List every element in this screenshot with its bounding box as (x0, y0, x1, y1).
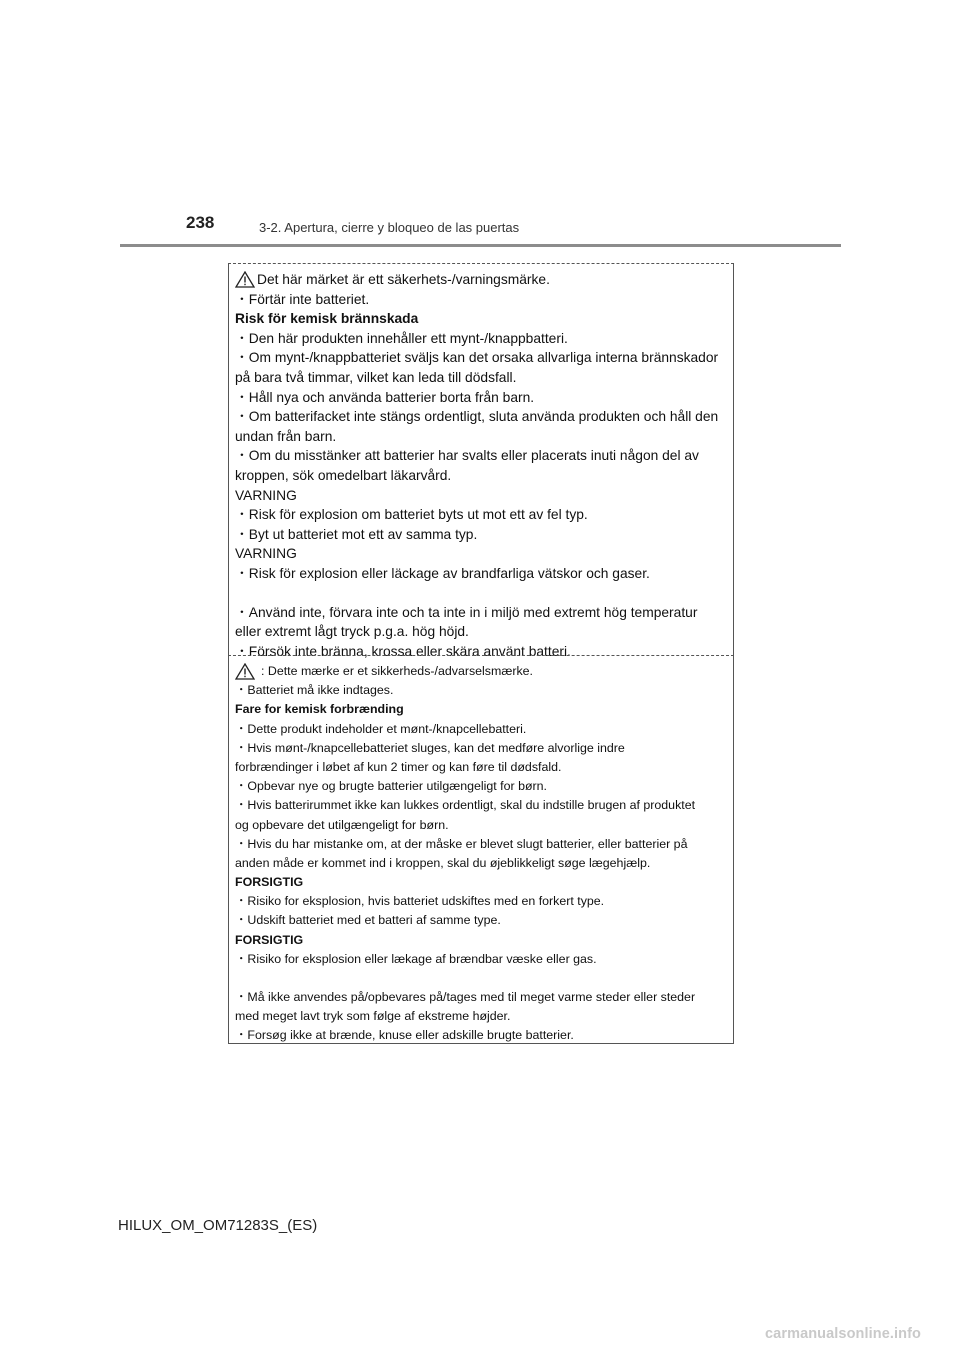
label-line (235, 270, 723, 290)
label-line: ・Risiko for eksplosion, hvis batteriet udskiftes med en forkert type. (235, 894, 605, 909)
label-heading: Fare for kemisk forbrænding (235, 702, 404, 717)
line-spacer (235, 584, 723, 603)
label-line: ・Om batterifacket inte stängs ordentligt, sluta använda produkten och håll den (235, 409, 719, 425)
label-heading: FORSIGTIG (235, 932, 304, 947)
label-line: ・Hvis batterirummet ikke kan lukkes ordentligt, skal du indstille brugen af produktet (235, 798, 696, 813)
warning-triangle-icon (235, 271, 255, 288)
label-line (235, 662, 723, 681)
label-line: ・Risk för explosion om batteriet byts ut mot ett av fel typ. (235, 507, 588, 523)
label-line: ・Udskift batteriet med et batteri af samme type. (235, 913, 501, 928)
label-line: undan från barn. (235, 428, 337, 444)
label-line: ・Risk för explosion eller läckage av brandfarliga vätskor och gaser. (235, 565, 650, 581)
label-line: ・Hvis mønt-/knapcellebatteriet sluges, kan det medføre alvorlige indre (235, 740, 625, 755)
label-line: ・Förtär inte batteriet. (235, 291, 370, 307)
label-line: forbrændinger i løbet af kun 2 timer og kan føre til dødsfald. (235, 759, 562, 774)
label-line: ・Om du misstänker att batterier har svalts eller placerats inuti någon del av (235, 448, 699, 464)
label-text: Det här märket är ett säkerhets-/varningsmärke. (257, 272, 550, 287)
warning-label-danish (228, 655, 734, 1044)
label-line: med meget lavt tryk som følge af ekstreme højder. (235, 1009, 511, 1024)
label-line: ・Byt ut batteriet mot ett av samma typ. (235, 526, 478, 542)
header-rule (120, 244, 841, 247)
label-heading: VARNING (235, 487, 297, 503)
warning-triangle-icon (235, 663, 255, 680)
label-line: på bara två timmar, vilket kan leda till dödsfall. (235, 369, 517, 385)
page-number: 238 (186, 213, 215, 232)
label-line: eller extremt lågt tryck p.g.a. hög höjd. (235, 624, 469, 640)
label-line: anden måde er kommet ind i kroppen, skal du øjeblikkeligt søge lægehjælp. (235, 855, 651, 870)
label-line: ・Håll nya och använda batterier borta från barn. (235, 389, 535, 405)
warning-label-swedish (228, 263, 734, 659)
label-line: ・Hvis du har mistanke om, at der måske er blevet slugt batterier, eller batterier på (235, 836, 688, 851)
label-heading: FORSIGTIG (235, 875, 304, 890)
manual-code: HILUX_OM_OM71283S_(ES) (118, 1217, 318, 1234)
label-line: ・Opbevar nye og brugte batterier utilgængeligt for børn. (235, 779, 547, 794)
label-text: : Dette mærke er et sikkerheds-/advarselsmærke. (261, 664, 533, 678)
line-spacer (235, 969, 723, 988)
label-heading: Risk för kemisk brännskada (235, 311, 419, 327)
label-line: ・Den här produkten innehåller ett mynt-/knappbatteri. (235, 330, 568, 346)
label-line: ・Om mynt-/knappbatteriet sväljs kan det orsaka allvarliga interna brännskador (235, 350, 719, 366)
label-line: og opbevare det utilgængeligt for børn. (235, 817, 449, 832)
label-line: ・Risiko for eksplosion eller lækage af brændbar væske eller gas. (235, 951, 597, 966)
label-line: kroppen, sök omedelbart läkarvård. (235, 467, 452, 483)
label-line: ・Använd inte, förvara inte och ta inte in i miljö med extremt hög temperatur (235, 604, 698, 620)
label-line: ・Dette produkt indeholder et mønt-/knapcellebatteri. (235, 721, 527, 736)
page-header (0, 0, 960, 250)
label-heading: VARNING (235, 546, 297, 562)
watermark: carmanualsonline.info (765, 1326, 921, 1342)
label-line: ・Må ikke anvendes på/opbevares på/tages med til meget varme steder eller steder (235, 990, 696, 1004)
section-title: 3-2. Apertura, cierre y bloqueo de las puertas (259, 220, 520, 235)
label-line: ・Forsøg ikke at brænde, knuse eller adskille brugte batterier. (235, 1028, 574, 1043)
label-line: ・Försök inte bränna, krossa eller skära använt batteri. (235, 643, 571, 659)
label-line: ・Batteriet må ikke indtages. (235, 683, 394, 698)
